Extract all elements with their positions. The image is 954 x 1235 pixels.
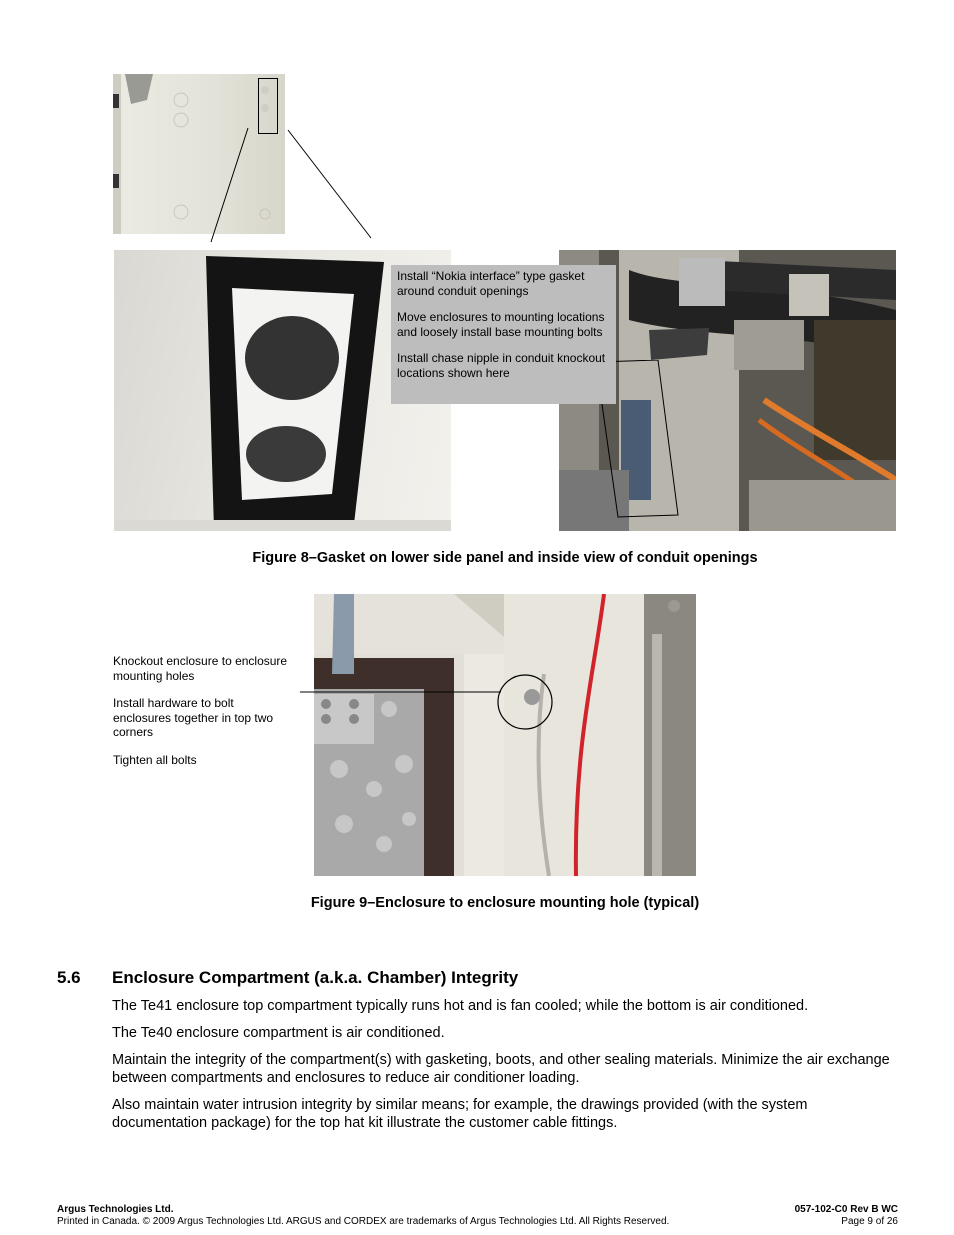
leader-lines bbox=[0, 0, 954, 260]
footer-page: Page 9 of 26 bbox=[841, 1216, 898, 1227]
section-number: 5.6 bbox=[57, 968, 81, 987]
footer-legal: Printed in Canada. © 2009 Argus Technologies Ltd. ARGUS and CORDEX are trademarks of Argus Technologies Ltd. All Rights Reserved. bbox=[57, 1216, 670, 1227]
figure9-caption: Figure 9–Enclosure to enclosure mounting hole (typical) bbox=[310, 895, 700, 911]
callout-line-1: Install “Nokia interface” type gasket around conduit openings bbox=[397, 269, 585, 298]
paragraph-4: Also maintain water intrusion integrity by similar means; for example, the drawings provided (with the system documentation package) for the top hat kit illustrate the customer cable fittings. bbox=[112, 1097, 808, 1131]
footer-company: Argus Technologies Ltd. bbox=[57, 1204, 174, 1215]
paragraph-3: Maintain the integrity of the compartment(s) with gasketing, boots, and other sealing materials. Minimize the air exchange between compartments and enclosures to reduce air conditioner loading. bbox=[112, 1052, 890, 1086]
paragraph-2: The Te40 enclosure compartment is air conditioned. bbox=[112, 1025, 445, 1041]
paragraph-1: The Te41 enclosure top compartment typically runs hot and is fan cooled; while the bottom is air conditioned. bbox=[112, 998, 809, 1014]
figure8-callout bbox=[391, 265, 616, 404]
note-1: Knockout enclosure to enclosure mounting holes bbox=[113, 654, 288, 683]
note-2: Install hardware to bolt enclosures together in top two corners bbox=[113, 696, 274, 739]
callout-line-2: Move enclosures to mounting locations and loosely install base mounting bolts bbox=[397, 310, 605, 339]
footer-doc-id: 057-102-C0 Rev B WC bbox=[794, 1204, 898, 1215]
callout-line-3: Install chase nipple in conduit knockout locations shown here bbox=[397, 351, 606, 380]
figure9-notes bbox=[113, 654, 293, 780]
note-3: Tighten all bolts bbox=[113, 752, 197, 767]
figure9-pointer bbox=[296, 670, 556, 740]
section-body bbox=[112, 997, 902, 1141]
figure8-caption: Figure 8–Gasket on lower side panel and inside view of conduit openings bbox=[252, 550, 758, 566]
section-title: Enclosure Compartment (a.k.a. Chamber) Integrity bbox=[112, 968, 519, 987]
